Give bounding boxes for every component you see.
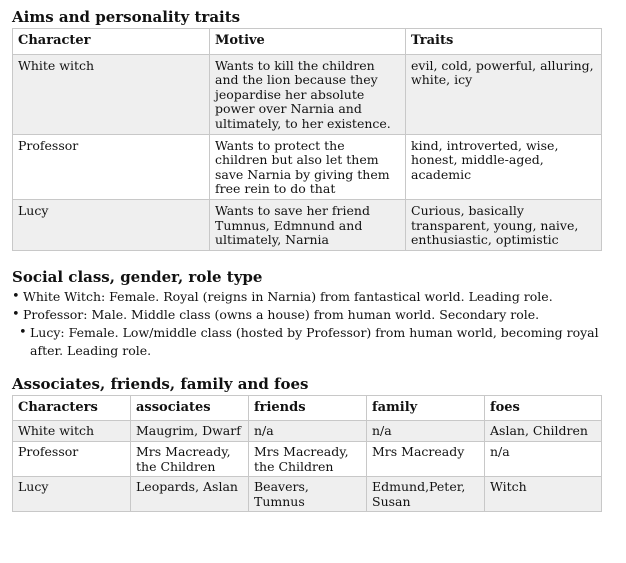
table-cell: Maugrim, Dwarf (131, 421, 249, 442)
table-cell: Lucy (13, 199, 210, 250)
table-row (13, 199, 602, 250)
list-item-text: Lucy: Female. Low/middle class (hosted by Professor) from human world, becoming royal (30, 324, 599, 340)
table-cell: White witch (13, 54, 210, 134)
table-row (13, 421, 602, 442)
social-bullet-list (12, 288, 602, 360)
table-row (13, 54, 602, 134)
bullet-icon: • (12, 306, 20, 322)
table-cell: Wants to kill the children and the lion because they jeopardise her absolute power over Narnia and ultimately, to her existence. (210, 54, 406, 134)
table-cell: kind, introverted, wise, honest, middle-aged, academic (406, 134, 602, 199)
column-header-associates: associates (131, 395, 249, 421)
bullet-icon: • (12, 288, 20, 304)
table-cell: evil, cold, powerful, alluring, white, icy (406, 54, 602, 134)
table-cell: Wants to protect the children but also let them save Narnia by giving them free rein to do that (210, 134, 406, 199)
associates-section-title: Associates, friends, family and foes (12, 374, 309, 393)
table-cell: Lucy (13, 477, 131, 512)
table-cell: Aslan, Children (485, 421, 602, 442)
table-cell: Curious, basically transparent, young, naive, enthusiastic, optimistic (406, 199, 602, 250)
table-cell: Wants to save her friend Tumnus, Edmnund and ultimately, Narnia (210, 199, 406, 250)
table-row (13, 477, 602, 512)
column-header-character: Character (13, 29, 210, 55)
bullet-icon: • (19, 324, 27, 340)
document-page (12, 8, 602, 512)
list-item-text: Professor: Male. Middle class (owns a house) from human world. Secondary role. (23, 306, 540, 322)
table-cell: White witch (13, 421, 131, 442)
table-row (13, 441, 602, 476)
list-item (12, 324, 602, 360)
column-header-motive: Motive (210, 29, 406, 55)
list-item-text-continued: after. Leading role. (30, 342, 152, 358)
associates-table (12, 395, 602, 513)
list-item (12, 288, 602, 306)
table-cell: n/a (249, 421, 367, 442)
table-cell: Mrs Macready (367, 441, 485, 476)
aims-section-title: Aims and personality traits (12, 8, 241, 26)
column-header-foes: foes (485, 395, 602, 421)
table-cell: Professor (13, 441, 131, 476)
column-header-traits: Traits (406, 29, 602, 55)
table-cell: Beavers, Tumnus (249, 477, 367, 512)
table-cell: n/a (367, 421, 485, 442)
table-cell: Professor (13, 134, 210, 199)
column-header-characters: Characters (13, 395, 131, 421)
table-cell: Mrs Macready, the Children (131, 441, 249, 476)
list-item-text: White Witch: Female. Royal (reigns in Narnia) from fantastical world. Leading role. (23, 288, 553, 304)
table-cell: Edmund,Peter, Susan (367, 477, 485, 512)
table-header-row (13, 395, 602, 421)
list-item (12, 306, 602, 324)
column-header-family: family (367, 395, 485, 421)
table-cell: Leopards, Aslan (131, 477, 249, 512)
social-section-title: Social class, gender, role type (12, 267, 263, 286)
column-header-friends: friends (249, 395, 367, 421)
table-row (13, 134, 602, 199)
table-cell: Witch (485, 477, 602, 512)
table-cell: n/a (485, 441, 602, 476)
table-header-row (13, 29, 602, 55)
aims-table (12, 28, 602, 251)
table-cell: Mrs Macready, the Children (249, 441, 367, 476)
